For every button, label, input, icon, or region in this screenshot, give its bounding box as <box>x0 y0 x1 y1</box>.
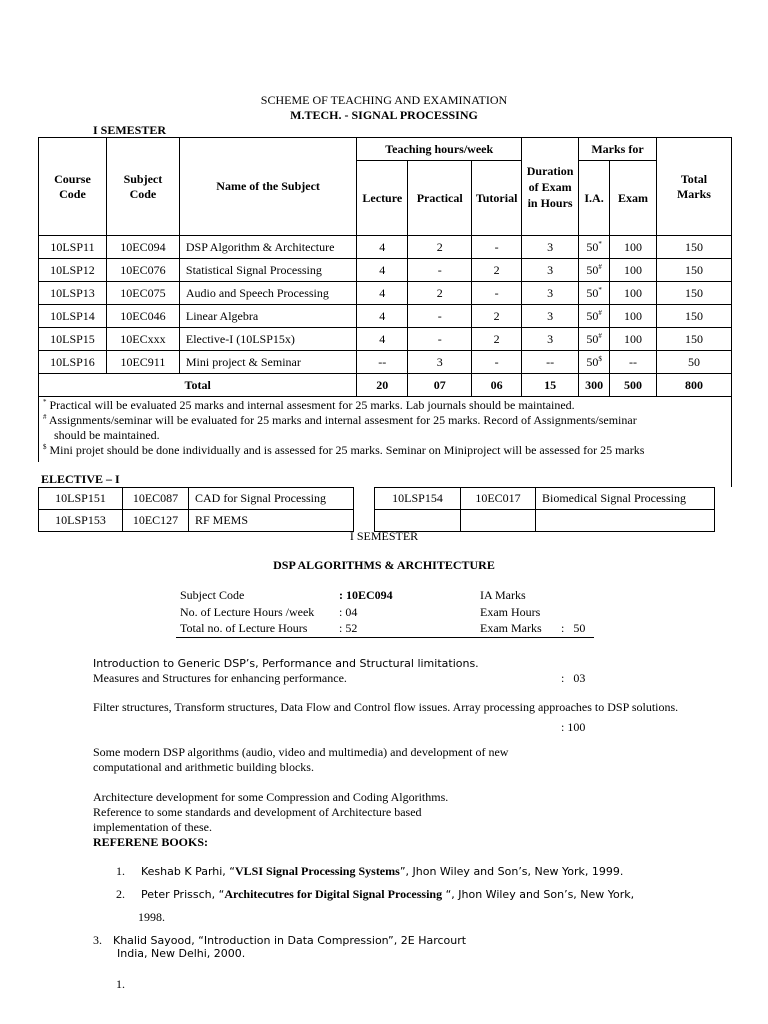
ia-value: 50 <box>586 354 599 369</box>
table-row <box>39 305 732 328</box>
lecture-hours-value: : 04 <box>339 604 358 619</box>
ia-cell <box>579 282 610 305</box>
ia-cell <box>579 236 610 259</box>
reference-author: Keshab K Parhi, “ <box>141 865 235 878</box>
ia-value: 50 <box>586 285 599 300</box>
reference-3-continued: India, New Delhi, 2000. <box>117 947 246 960</box>
tutorial-cell: - <box>472 351 522 374</box>
subject-name-cell: Elective-I (10LSP15x) <box>179 328 356 351</box>
reference-2 <box>116 887 634 902</box>
ia-marks-label: IA Marks <box>480 588 526 602</box>
syllabus-paragraph-3 <box>93 745 523 775</box>
total-row <box>39 374 732 397</box>
course-semester-label: I SEMESTER <box>349 529 419 543</box>
subject-code-cell: 10EC075 <box>106 282 179 305</box>
exam-hours-value: : 03 <box>561 670 586 685</box>
syllabus-line: Filter structures, Transform structures, Data Flow and Control flow issues. Array processing approaches to DSP solutions. <box>93 700 679 714</box>
course-code-cell: 10LSP15 <box>39 328 107 351</box>
total-ia: 300 <box>579 374 610 397</box>
syllabus-paragraph-1 <box>93 656 693 686</box>
exam-cell: -- <box>610 351 657 374</box>
syllabus-line: Architecture development for some Compression and Coding Algorithms. Reference to some standards and development of Architecture based implementation of these. <box>93 790 449 834</box>
lecture-cell: 4 <box>357 259 408 282</box>
semester-label: I SEMESTER <box>93 123 167 137</box>
course-code-cell: 10LSP12 <box>39 259 107 282</box>
lecture-hours-label: No. of Lecture Hours /week <box>180 604 315 619</box>
footnote-text: Practical will be evaluated 25 marks and internal assesment for 25 marks. Lab journals should be maintained. <box>49 398 575 412</box>
reference-title: Architecutres for Digital Signal Processing <box>224 887 443 901</box>
footnote-box-right-border <box>731 397 732 487</box>
total-practical: 07 <box>408 374 472 397</box>
tutorial-cell: 2 <box>472 259 522 282</box>
subject-code-header: Subject Code <box>106 138 179 236</box>
references-title: REFERENE BOOKS: <box>93 835 209 849</box>
total-duration: 15 <box>522 374 579 397</box>
subject-code-cell: 10ECxxx <box>106 328 179 351</box>
marks-for-header: Marks for <box>579 138 657 161</box>
subject-code-cell: 10EC076 <box>106 259 179 282</box>
table-row <box>375 488 715 510</box>
reference-number: 1. <box>116 864 125 878</box>
ia-footnote-mark: # <box>598 308 602 317</box>
course-info-values <box>339 587 393 637</box>
total-hours-label: Total no. of Lecture Hours <box>180 621 308 635</box>
ia-cell <box>579 305 610 328</box>
elective-table-right <box>374 487 715 532</box>
total-cell: 150 <box>656 305 731 328</box>
duration-cell: 3 <box>522 282 579 305</box>
footnote-assignments-continued <box>54 428 160 443</box>
duration-cell: 3 <box>522 305 579 328</box>
subject-name-cell: Statistical Signal Processing <box>179 259 356 282</box>
elective-name-cell: CAD for Signal Processing <box>189 488 354 510</box>
total-marks: 800 <box>656 374 731 397</box>
syllabus-line: Measures and Structures for enhancing performance. <box>93 671 347 685</box>
tutorial-header: Tutorial <box>472 161 522 236</box>
subject-name-cell: DSP Algorithm & Architecture <box>179 236 356 259</box>
table-row <box>39 351 732 374</box>
practical-cell: - <box>408 328 472 351</box>
lecture-cell: 4 <box>357 282 408 305</box>
tutorial-cell: - <box>472 282 522 305</box>
reference-3 <box>93 933 466 948</box>
course-info-underline <box>176 637 594 638</box>
reference-number: 2. <box>116 887 125 901</box>
footnote-symbol: # <box>43 413 47 421</box>
tutorial-cell: - <box>472 236 522 259</box>
lecture-cell: 4 <box>357 328 408 351</box>
elective-subject-cell: 10EC017 <box>461 488 536 510</box>
reference-4-number: 1. <box>116 977 125 991</box>
reference-1 <box>116 864 623 879</box>
ia-header: I.A. <box>579 161 610 236</box>
practical-header: Practical <box>408 161 472 236</box>
reference-author: Peter Prissch, “ <box>141 888 225 901</box>
ia-value: 50 <box>586 262 599 277</box>
course-title: DSP ALGORITHMS & ARCHITECTURE <box>273 558 495 572</box>
scheme-title: SCHEME OF TEACHING AND EXAMINATION <box>260 93 508 107</box>
subject-code-label: Subject Code <box>180 588 245 602</box>
subject-code-cell: 10EC094 <box>106 236 179 259</box>
elective-table-left <box>38 487 354 532</box>
duration-header: Duration of Exam in Hours <box>522 138 579 236</box>
duration-cell: 3 <box>522 328 579 351</box>
syllabus-line: Introduction to Generic DSP’s, Performance and Structural limitations. <box>93 657 479 670</box>
table-row <box>39 488 354 510</box>
program-title: M.TECH. - SIGNAL PROCESSING <box>290 108 478 122</box>
table-row <box>39 282 732 305</box>
exam-hours-label: Exam Hours <box>480 604 541 619</box>
exam-cell: 100 <box>610 236 657 259</box>
duration-cell: 3 <box>522 259 579 282</box>
syllabus-line: Some modern DSP algorithms (audio, video and multimedia) and development of new computational and arithmetic building blocks. <box>93 745 509 774</box>
ia-value: 50 <box>586 331 599 346</box>
ia-value: 50 <box>586 308 599 323</box>
tutorial-cell: 2 <box>472 305 522 328</box>
marks-labels <box>480 587 542 637</box>
table-row <box>39 328 732 351</box>
reference-publisher: ”, Jhon Wiley and Son’s, New York, 1999. <box>399 865 624 878</box>
exam-cell: 100 <box>610 259 657 282</box>
exam-cell: 100 <box>610 328 657 351</box>
ia-footnote-mark: # <box>598 262 602 271</box>
elective-name-cell: RF MEMS <box>189 510 354 532</box>
teaching-hours-header: Teaching hours/week <box>357 138 522 161</box>
total-cell: 150 <box>656 328 731 351</box>
footnote-symbol: * <box>43 398 47 406</box>
total-tutorial: 06 <box>472 374 522 397</box>
practical-cell: 3 <box>408 351 472 374</box>
elective-code-cell: 10LSP151 <box>39 488 123 510</box>
ia-value: 50 <box>586 239 599 254</box>
subject-code-cell: 10EC911 <box>106 351 179 374</box>
tutorial-cell: 2 <box>472 328 522 351</box>
subject-name-cell: Linear Algebra <box>179 305 356 328</box>
total-cell: 150 <box>656 282 731 305</box>
subject-name-header: Name of the Subject <box>179 138 356 236</box>
footnote-assignments <box>43 413 637 428</box>
ia-footnote-mark: * <box>598 285 602 294</box>
ia-cell <box>579 351 610 374</box>
lecture-cell: -- <box>357 351 408 374</box>
course-code-cell: 10LSP11 <box>39 236 107 259</box>
exam-marks-value: : 100 <box>561 720 586 734</box>
exam-cell: 100 <box>610 282 657 305</box>
course-info-labels <box>180 587 314 637</box>
total-exam: 500 <box>610 374 657 397</box>
reference-2-year: 1998. <box>138 910 165 924</box>
lecture-cell: 4 <box>357 305 408 328</box>
ia-cell <box>579 259 610 282</box>
practical-cell: 2 <box>408 282 472 305</box>
practical-cell: - <box>408 259 472 282</box>
ia-cell <box>579 328 610 351</box>
total-marks-header: Total Marks <box>656 138 731 236</box>
footnote-box-left-border <box>38 397 39 462</box>
reference-title: VLSI Signal Processing Systems <box>235 864 400 878</box>
syllabus-paragraph-4 <box>93 790 463 835</box>
total-label: Total <box>39 374 357 397</box>
ia-footnote-mark: # <box>598 331 602 340</box>
elective-subject-cell: 10EC087 <box>123 488 189 510</box>
elective-name-cell: Biomedical Signal Processing <box>536 488 715 510</box>
course-code-cell: 10LSP16 <box>39 351 107 374</box>
footnote-symbol: $ <box>43 443 47 451</box>
footnote-practical <box>43 398 575 413</box>
course-code-cell: 10LSP14 <box>39 305 107 328</box>
subject-code-cell: 10EC046 <box>106 305 179 328</box>
course-code-header: Course Code <box>39 138 107 236</box>
subject-code-value: : 10EC094 <box>339 588 393 602</box>
ia-marks-value: : 50 <box>561 621 586 635</box>
duration-cell: -- <box>522 351 579 374</box>
ia-footnote-mark: * <box>598 239 602 248</box>
total-cell: 50 <box>656 351 731 374</box>
elective-code-cell: 10LSP154 <box>375 488 461 510</box>
exam-header: Exam <box>610 161 657 236</box>
reference-number: 3. <box>93 933 102 947</box>
total-cell: 150 <box>656 259 731 282</box>
elective-subject-cell: 10EC127 <box>123 510 189 532</box>
scheme-table <box>38 137 732 397</box>
subject-name-cell: Audio and Speech Processing <box>179 282 356 305</box>
footnote-text: Assignments/seminar will be evaluated for 25 marks and internal assesment for 25 marks. Record of Assignments/seminar <box>48 413 637 427</box>
subject-name-cell: Mini project & Seminar <box>179 351 356 374</box>
practical-cell: - <box>408 305 472 328</box>
reference-line: Khalid Sayood, “Introduction in Data Compression”, 2E Harcourt <box>113 934 467 947</box>
exam-marks-label: Exam Marks <box>480 621 542 635</box>
exam-cell: 100 <box>610 305 657 328</box>
lecture-header: Lecture <box>357 161 408 236</box>
ia-footnote-mark: $ <box>598 354 602 363</box>
syllabus-paragraph-2 <box>93 700 693 715</box>
footnote-mini-project <box>43 443 644 458</box>
total-hours-value: : 52 <box>339 621 358 635</box>
lecture-cell: 4 <box>357 236 408 259</box>
footnote-text: Mini projet should be done individually and is assessed for 25 marks. Seminar on Miniproject will be assessed for 25 marks <box>49 443 645 457</box>
total-lecture: 20 <box>357 374 408 397</box>
elective-title: ELECTIVE – I <box>41 472 120 486</box>
practical-cell: 2 <box>408 236 472 259</box>
elective-code-cell: 10LSP153 <box>39 510 123 532</box>
total-cell: 150 <box>656 236 731 259</box>
course-code-cell: 10LSP13 <box>39 282 107 305</box>
footnote-text: should be maintained. <box>54 428 160 442</box>
table-row <box>39 236 732 259</box>
reference-publisher: “, Jhon Wiley and Son’s, New York, <box>442 888 635 901</box>
table-row <box>39 259 732 282</box>
duration-cell: 3 <box>522 236 579 259</box>
